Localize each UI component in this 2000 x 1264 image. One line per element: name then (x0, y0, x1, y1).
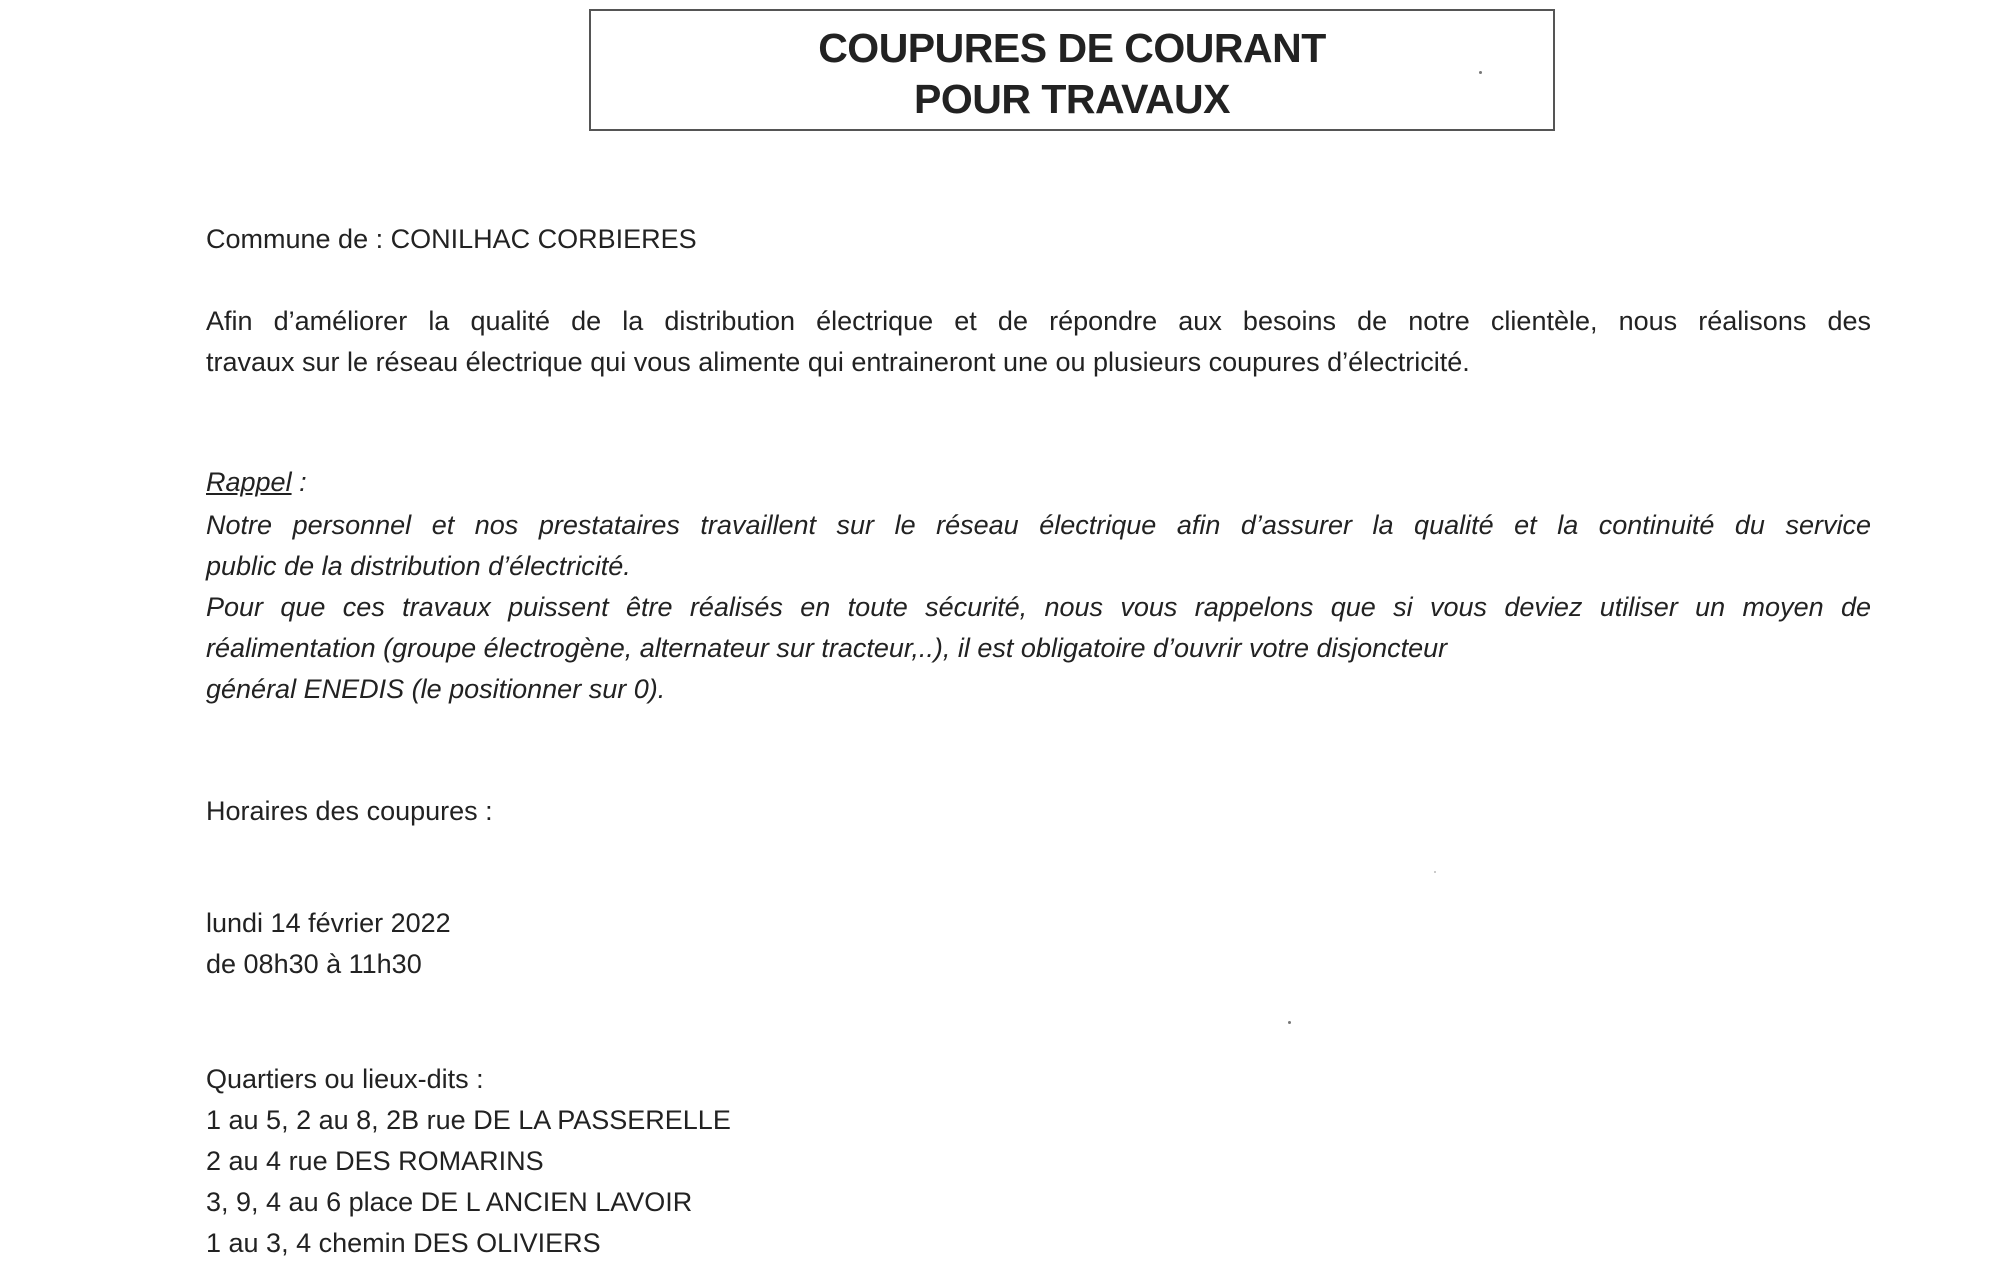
intro-line-1: Afin d’améliorer la qualité de la distribution électrique et de répondre aux besoins de notre clientèle, nous réalisons des (206, 306, 1871, 336)
rappel-line-4: réalimentation (groupe électrogène, alternateur sur tracteur,..), il est obligatoire d’ouvrir votre disjoncteur (206, 633, 1448, 663)
quartier-item: 2 au 4 rue DES ROMARINS (206, 1146, 544, 1176)
title-box (589, 9, 1555, 131)
intro-paragraph (206, 301, 1871, 383)
rappel-line-1: Notre personnel et nos prestataires travaillent sur le réseau électrique afin d’assurer la qualité et la continuité du service (206, 510, 1871, 540)
intro-line-2: travaux sur le réseau électrique qui vous alimente qui entraineront une ou plusieurs coupures d’électricité. (206, 347, 1470, 377)
rappel-line-3: Pour que ces travaux puissent être réalisés en toute sécurité, nous vous rappelons que si vous deviez utiliser un moyen de (206, 592, 1871, 622)
quartiers-label: Quartiers ou lieux-dits : (206, 1064, 484, 1094)
title-line-1: COUPURES DE COURANT (818, 25, 1326, 71)
title-line-2: POUR TRAVAUX (914, 76, 1230, 122)
scan-speck (1434, 871, 1436, 873)
schedule-date: lundi 14 février 2022 (206, 908, 451, 938)
quartier-item: 3, 9, 4 au 6 place DE L ANCIEN LAVOIR (206, 1187, 693, 1217)
rappel-line-5: général ENEDIS (le positionner sur 0). (206, 674, 666, 704)
rappel-paragraph (206, 505, 1871, 710)
rappel-colon: : (291, 467, 307, 497)
rappel-label: Rappel (206, 467, 292, 497)
quartier-item: 1 au 3, 4 chemin DES OLIVIERS (206, 1228, 601, 1258)
scan-speck (1288, 1021, 1291, 1024)
scan-speck (1479, 71, 1482, 74)
schedule-time: de 08h30 à 11h30 (206, 949, 422, 979)
quartiers-list (206, 1059, 731, 1264)
rappel-heading (206, 467, 307, 498)
commune-line: Commune de : CONILHAC CORBIERES (206, 224, 697, 254)
rappel-line-2: public de la distribution d’électricité. (206, 551, 631, 581)
quartier-item: 1 au 5, 2 au 8, 2B rue DE LA PASSERELLE (206, 1105, 731, 1135)
horaires-label: Horaires des coupures : (206, 796, 493, 826)
